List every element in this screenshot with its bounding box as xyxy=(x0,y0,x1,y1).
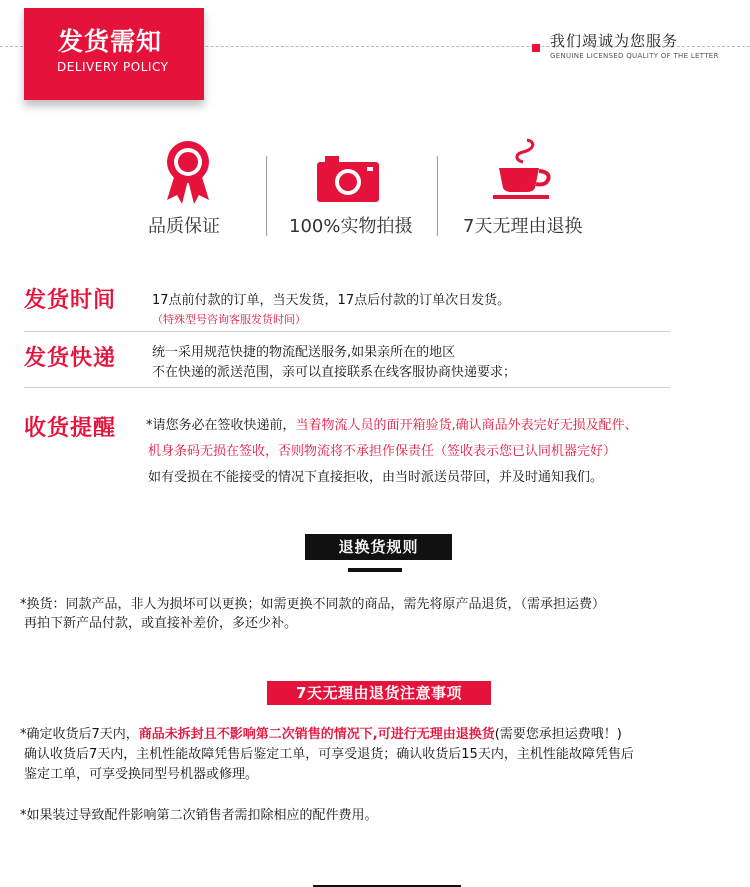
seven-day-line2: 确认收货后7天内，主机性能故障凭售后鉴定工单，可享受退货；确认收货后15天内，主机性能故障凭售后 xyxy=(24,747,634,762)
feature-label: 品质保证 xyxy=(148,216,220,237)
seven-day-line1-note: (需要您承担运费哦！) xyxy=(494,727,622,742)
receipt-text-line3: 如有受损在不能接受的情况下直接拒收，由当时派送员带回，并及时通知我们。 xyxy=(148,470,604,485)
seven-day-line1-intro: *确定收货后7天内， xyxy=(20,727,139,742)
coffee-cup-icon xyxy=(493,138,557,206)
return-rules-line2: 再拍下新产品付款，或直接补差价，多还少补。 xyxy=(24,616,298,631)
seven-day-returns-heading: 7天无理由退货注意事项 xyxy=(267,681,491,705)
return-rules-line1: *换货：同款产品，非人为损坏可以更换；如需更换不同款的商品，需先将原产品退货，（需承担运费） xyxy=(20,597,606,612)
feature-label: 100%实物拍摄 xyxy=(289,216,413,237)
receipt-text-line1 xyxy=(146,414,638,433)
seven-day-line4: *如果装过导致配件影响第二次销售者需扣除相应的配件费用。 xyxy=(20,808,378,823)
seven-day-line3: 鉴定工单，可享受换同型号机器或修理。 xyxy=(24,767,259,782)
shipping-time-text: 17点前付款的订单，当天发货，17点后付款的订单次日发货。 xyxy=(152,293,511,308)
shipping-time-title: 发货时间 xyxy=(24,288,117,313)
slogan-text: 我们竭诚为您服务 xyxy=(550,32,679,50)
section-divider xyxy=(24,331,670,332)
receipt-text-line1-intro: *请您务必在签收快递前， xyxy=(146,418,296,433)
feature-divider xyxy=(437,156,438,236)
camera-icon xyxy=(317,154,379,206)
receipt-reminder-title: 收货提醒 xyxy=(24,416,117,441)
return-rules-heading: 退换货规则 xyxy=(305,534,452,560)
section-divider xyxy=(24,387,670,388)
receipt-text-line1-warning: 当着物流人员的面开箱验货,确认商品外表完好无损及配件、 xyxy=(295,418,638,433)
feature-divider xyxy=(266,156,267,236)
delivery-policy-banner xyxy=(24,8,204,100)
banner-subtitle: DELIVERY POLICY xyxy=(57,60,169,74)
feature-label: 7天无理由退换 xyxy=(463,216,583,237)
seven-day-line1-condition: 商品未拆封且不影响第二次销售的情况下,可进行无理由退换货 xyxy=(138,727,495,742)
shipping-time-note: （特殊型号咨询客服发货时间） xyxy=(152,313,306,326)
express-text-line2: 不在快递的派送范围，亲可以直接联系在线客服协商快递要求； xyxy=(152,365,517,380)
slogan-subtext: GENUINE LICENSED QUALITY OF THE LETTER xyxy=(550,52,719,60)
express-text-line1: 统一采用规范快捷的物流配送服务,如果亲所在的地区 xyxy=(152,345,456,360)
award-ribbon-icon xyxy=(163,140,213,210)
heading-underline xyxy=(348,568,402,572)
receipt-text-line2: 机身条码无损在签收，否则物流将不承担作保责任（签收表示您已认同机器完好） xyxy=(148,444,617,459)
slogan-marker xyxy=(532,44,540,52)
express-title: 发货快递 xyxy=(24,346,117,371)
seven-day-line1 xyxy=(20,723,622,742)
banner-title: 发货需知 xyxy=(58,27,163,56)
